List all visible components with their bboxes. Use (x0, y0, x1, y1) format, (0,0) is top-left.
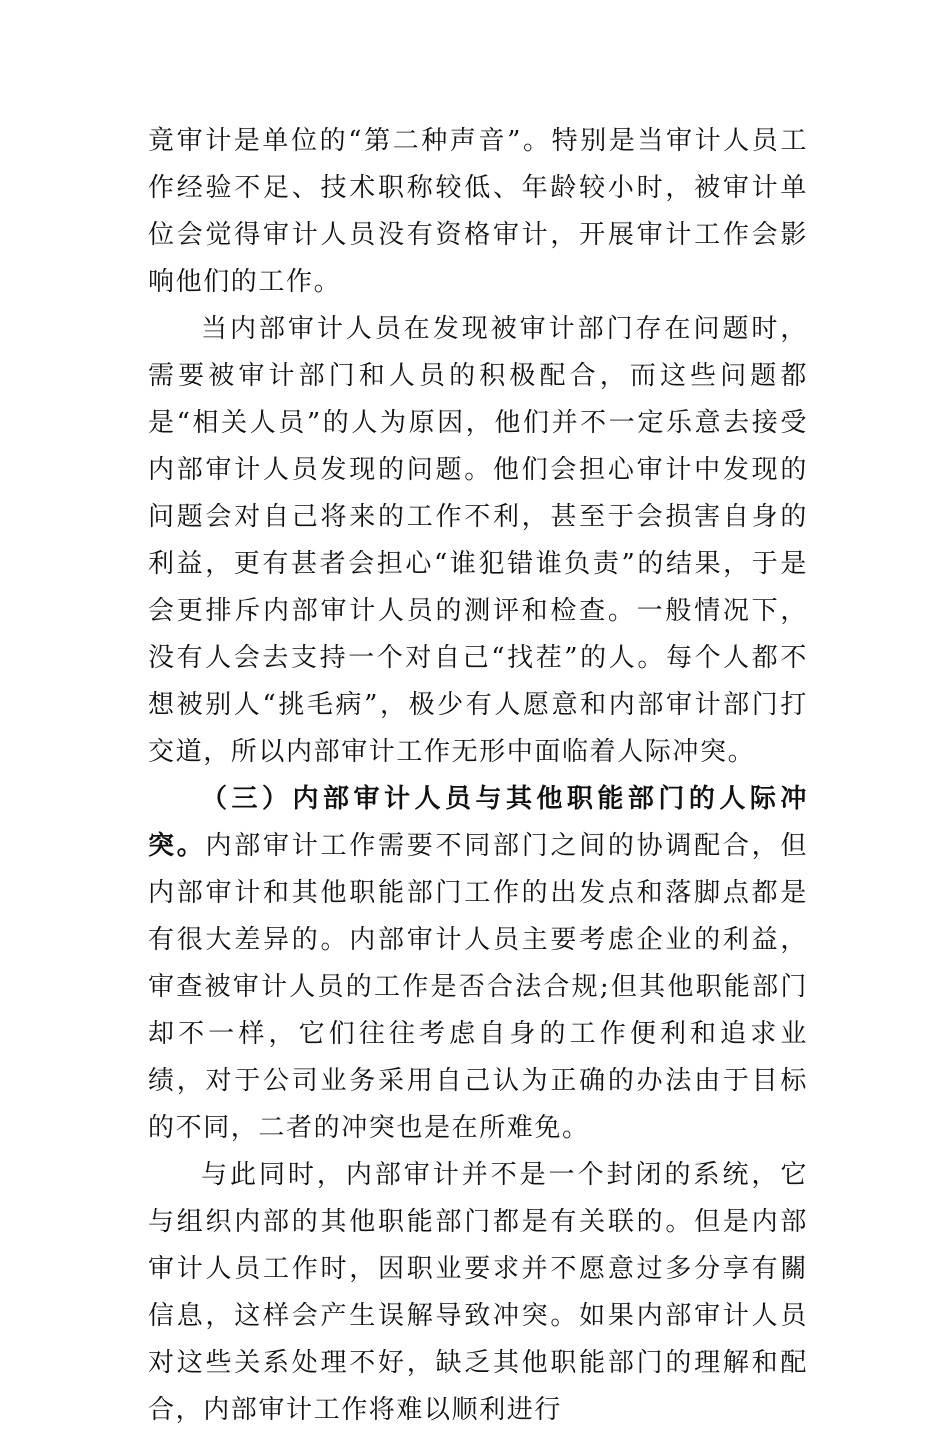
paragraph-continuation: 竟审计是单位的“第二种声音”。特别是当审计人员工作经验不足、技术职称较低、年龄较小时，被审计单位会觉得审计人员没有资格审计，开展审计工作会影响他们的工作。 (148, 126, 808, 297)
section-body-three: 内部审计工作需要不同部门之间的协调配合，但内部审计和其他职能部门工作的出发点和落脚点都是有很大差异的。内部审计人员主要考虑企业的利益，审查被审计人员的工作是否合法合规;但其他职能部门却不一样，它们往往考虑自身的工作便利和追求业绩，对于公司业务采用自己认为正确的办法由于目标的不同，二者的冲突也是在所难免。 (148, 831, 808, 1143)
section-heading-three: （三）内部审计人员与其他职能部门的人际冲突。 (148, 784, 808, 861)
paragraph-functional-department-conflict (148, 776, 808, 1152)
paragraph-open-system: 与此同时，内部审计并不是一个封闭的系统，它与组织内部的其他职能部门都是有关联的。但是内部审计人员工作时，因职业要求并不愿意过多分享有關信息，这样会产生误解导致冲突。如果内部审计人员对这些关系处理不好，缺乏其他职能部门的理解和配合，内部审计工作将难以顺利进行 (148, 1160, 808, 1425)
document-page (148, 118, 808, 1434)
paragraph-audited-department-conflict: 当内部审计人员在发现被审计部门存在问题时，需要被审计部门和人员的积极配合，而这些问题都是“相关人员”的人为原因，他们并不一定乐意去接受内部审计人员发现的问题。他们会担心审计中发现的问题会对自己将来的工作不利，甚至于会损害自身的利益，更有甚者会担心“谁犯错谁负责”的结果，于是会更排斥内部审计人员的测评和检查。一般情况下，没有人会去支持一个对自己“找茬”的人。每个人都不想被别人“挑毛病”，极少有人愿意和内部审计部门打交道，所以内部审计工作无形中面临着人际冲突。 (148, 314, 808, 767)
